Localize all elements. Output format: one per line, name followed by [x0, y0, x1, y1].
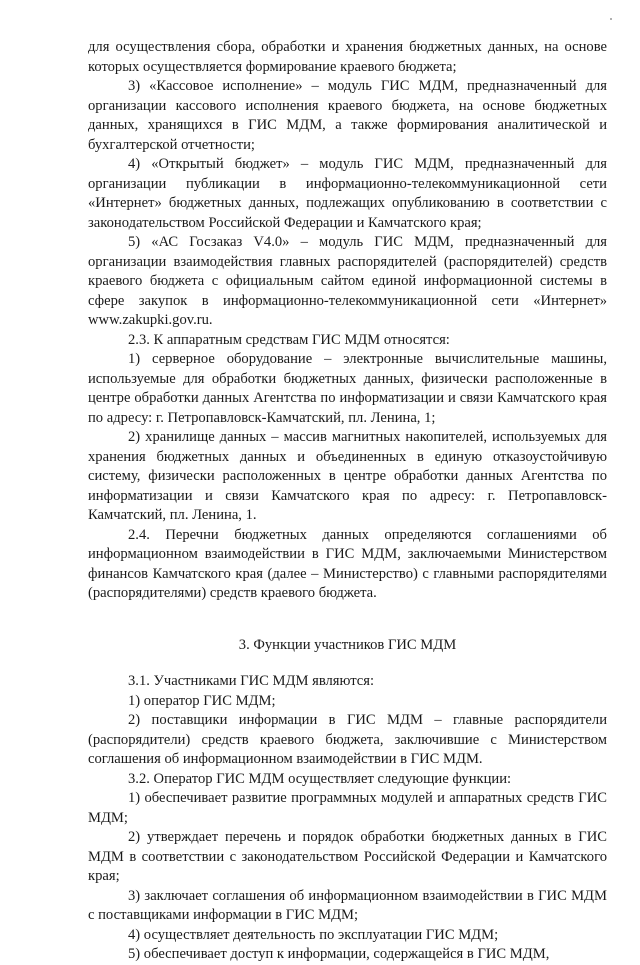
document-page [88, 38, 607, 965]
paragraph-2-3-hardware: 2.3. К аппаратным средствам ГИС МДМ относятся: [128, 331, 450, 348]
paragraph-item-operator: 1) оператор ГИС МДМ; [128, 692, 276, 709]
paragraph-2-4-data-lists: 2.4. Перечни бюджетных данных определяются соглашениями об информационном взаимодействии в ГИС МДМ, заключаемыми Министерством финансов Камчатского края (далее – Министерство) с главными распорядителями (распорядителями) средств краевого бюджета. [88, 526, 607, 601]
paragraph-function-4: 4) осуществляет деятельность по эксплуатации ГИС МДМ; [128, 926, 499, 943]
paragraph-3-2-operator-functions: 3.2. Оператор ГИС МДМ осуществляет следующие функции: [128, 770, 512, 787]
scan-mark [610, 18, 612, 20]
paragraph-item-server-hardware: 1) серверное оборудование – электронные вычислительные машины, используемые для обработки бюджетных данных, физически расположенные в центре обработки данных Агентства по информатизации и связи Камчатского края по адресу: г. Петропавловск-Камчатский, пл. Ленина, 1; [88, 351, 607, 426]
section-heading: 3. Функции участников ГИС МДМ [238, 636, 457, 653]
paragraph-function-2: 2) утверждает перечень и порядок обработки бюджетных данных в ГИС МДМ в соответствии с законодательством Российской Федерации и Камчатского края; [88, 829, 607, 884]
paragraph-item-otkrytyi-byudzhet: 4) «Открытый бюджет» – модуль ГИС МДМ, предназначенный для организации публикации в информационно-телекоммуникационной сети «Интернет» бюджетных данных, подлежащих опубликованию в соответствии с законодательством Российской Федерации и Камчатского края; [88, 156, 607, 231]
paragraph-item-as-goszakaz: 5) «АС Госзаказ V4.0» – модуль ГИС МДМ, предназначенный для организации взаимодействия главных распорядителей (распорядителей) средств краевого бюджета с официальным сайтом единой информационной системы в сфере закупок в информационно-телекоммуникационной сети «Интернет» www.zakupki.gov.ru. [88, 234, 607, 328]
paragraph-continuation: для осуществления сбора, обработки и хранения бюджетных данных, на основе которых осуществляется формирование краевого бюджета; [88, 39, 607, 75]
paragraph-function-3: 3) заключает соглашения об информационном взаимодействии в ГИС МДМ с поставщиками информации в ГИС МДМ; [88, 887, 607, 923]
paragraph-function-1: 1) обеспечивает развитие программных модулей и аппаратных средств ГИС МДМ; [88, 790, 607, 826]
paragraph-3-1-participants: 3.1. Участниками ГИС МДМ являются: [128, 673, 375, 689]
paragraph-function-5: 5) обеспечивает доступ к информации, содержащейся в ГИС МДМ, [128, 946, 550, 962]
paragraph-item-data-storage: 2) хранилище данных – массив магнитных накопителей, используемых для хранения бюджетных данных и объединенных в единую отказоустойчивую систему, физически расположенных в центре обработки данных Агентства по информатизации и связи Камчатского края по адресу: г. Петропавловск-Камчатский, пл. Ленина, 1. [88, 429, 607, 523]
section-spacer [88, 604, 607, 618]
paragraph-item-suppliers: 2) поставщики информации в ГИС МДМ – главные распорядители (распорядители) средств краевого бюджета, заключившие с Министерством соглашения об информационном взаимодействии в ГИС МДМ. [88, 712, 607, 767]
paragraph-item-kassovoe-ispolnenie: 3) «Кассовое исполнение» – модуль ГИС МДМ, предназначенный для организации кассового исполнения краевого бюджета, на основе бюджетных данных, хранящихся в ГИС МДМ, а также формирования аналитической и бухгалтерской отчетности; [88, 78, 607, 153]
